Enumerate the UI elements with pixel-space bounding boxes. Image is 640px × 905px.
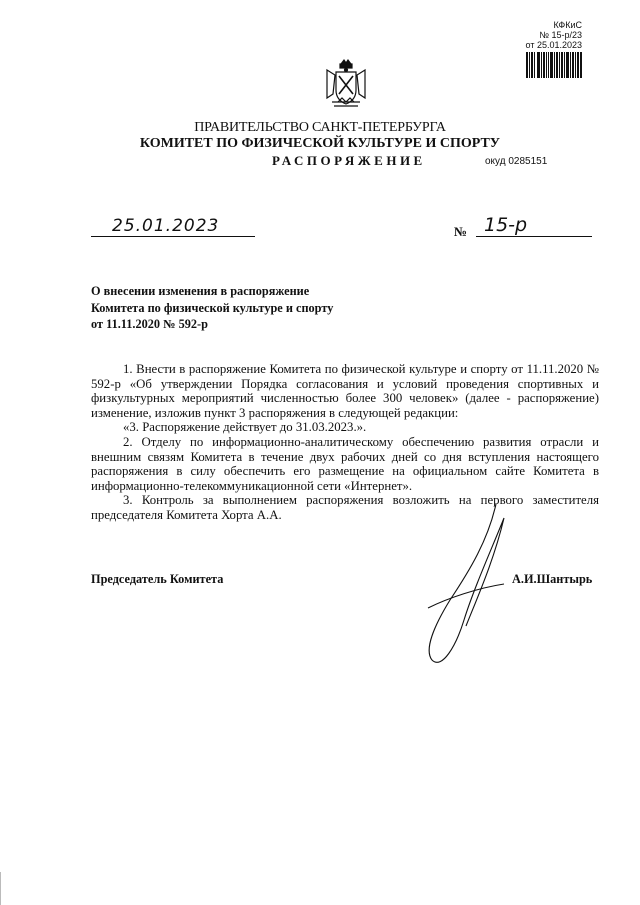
committee-title: КОМИТЕТ ПО ФИЗИЧЕСКОЙ КУЛЬТУРЕ И СПОРТУ: [139, 136, 501, 151]
document-body: [91, 362, 599, 523]
document-date: 25.01.2023: [112, 216, 220, 236]
number-underline: [476, 236, 592, 237]
barcode: [526, 52, 582, 78]
government-title: ПРАВИТЕЛЬСТВО САНКТ-ПЕТЕРБУРГА: [194, 120, 446, 135]
document-type: РАСПОРЯЖЕНИЕ: [272, 153, 426, 168]
body-paragraph: 3. Контроль за выполнением распоряжения возложить на первого заместителя председателя Комитета Хорта А.А.: [91, 493, 599, 522]
signatory-position: Председатель Комитета: [91, 572, 224, 586]
body-paragraph: 2. Отделу по информационно-аналитическому обеспечению развития отрасли и внешним связям Комитета в течение двух рабочих дней со дня вступления настоящего распоряжения в силу обеспечить его размещение на официальном сайте Комитета в информационно-телекоммуникационной сети «Интернет».: [91, 434, 599, 493]
date-underline: [91, 236, 255, 237]
body-paragraph: 1. Внести в распоряжение Комитета по физической культуре и спорту от 11.11.2020 № 592-р «Об утверждении Порядка согласования и условий проведения спортивных и физкультурных мероприятий численностью более 300 человек» (далее - распоряжение) изменение, изложив пункт 3 распоряжения в следующей редакции:: [91, 362, 599, 420]
stamp-line-3: от 25.01.2023: [525, 40, 582, 50]
coat-of-arms-icon: [322, 58, 370, 110]
body-paragraph: «3. Распоряжение действует до 31.03.2023.».: [123, 420, 367, 435]
number-label: №: [454, 224, 468, 239]
stamp-line-1: КФКиС: [553, 20, 582, 30]
okud-code: окуд 0285151: [485, 156, 548, 167]
document-number: 15-р: [484, 214, 528, 236]
registration-stamp: [492, 20, 582, 50]
stamp-line-2: № 15-р/23: [539, 30, 582, 40]
subject-line-2: Комитета по физической культуре и спорту: [91, 300, 334, 315]
subject-line-1: О внесении изменения в распоряжение: [91, 284, 310, 298]
scan-edge: [0, 872, 7, 905]
document-subject: [91, 283, 391, 333]
signatory-name: А.И.Шантырь: [512, 572, 593, 586]
subject-line-3: от 11.11.2020 № 592-р: [91, 317, 208, 331]
